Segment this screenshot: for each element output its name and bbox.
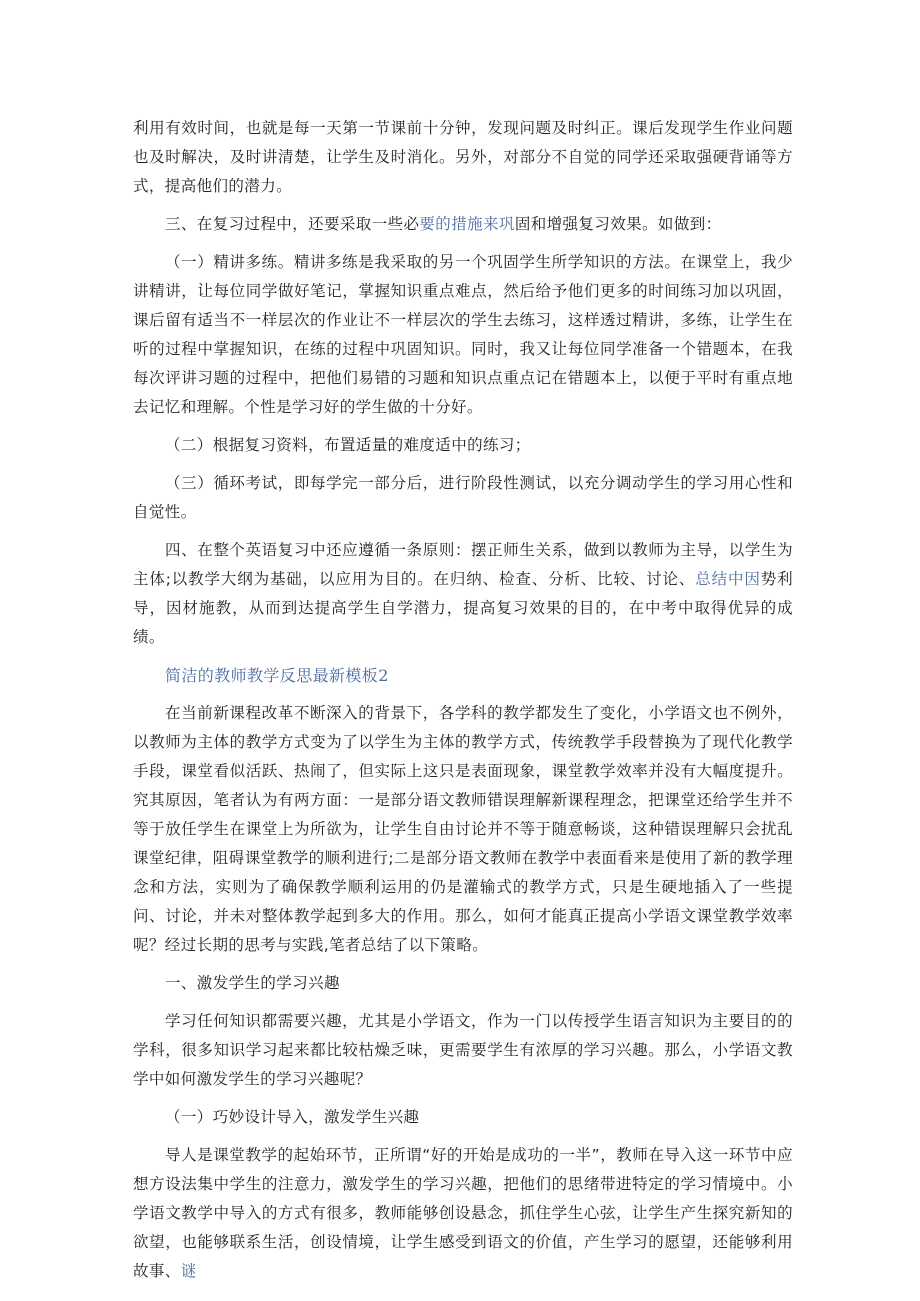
paragraph-6-text-b: 势利导，因材施教，从而到达提高学生自学潜力，提高复习效果的目的，在中考中取得优异的成绩。 [133,570,793,646]
paragraph-2 [133,210,793,239]
paragraph-7: 在当前新课程改革不断深入的背景下，各学科的教学都发生了变化，小学语文也不例外，以教师为主体的教学方式变为了以学生为主体的教学方式，传统教学手段替换为了现代化教学手段，课堂看似活跃、热闹了，但实际上这只是表面现象，课堂教学效率并没有大幅度提升。究其原因，笔者认为有两方面：一是部分语文教师错误理解新课程理念，把课堂还给学生并不等于放任学生在课堂上为所欲为，让学生自由讨论并不等于随意畅谈，这种错误理解只会扰乱课堂纪律，阻碍课堂教学的顺利进行;二是部分语文教师在教学中表面看来是使用了新的教学理念和方法，实则为了确保教学顺利运用的仍是灌输式的教学方式，只是生硬地插入了一些提问、讨论，并未对整体教学起到多大的作用。那么，如何才能真正提高小学语文课堂教学效率呢？经过长期的思考与实践,笔者总结了以下策略。 [133,704,793,954]
paragraph-2-text-a: 三、在复习过程中，还要采取一些必 [165,215,420,233]
paragraph-1: 利用有效时间，也就是每一天第一节课前十分钟，发现问题及时纠正。课后发现学生作业问题也及时解决，及时讲清楚，让学生及时消化。另外，对部分不自觉的同学还采取强硬背诵等方式，提高他们的潜力。 [133,119,793,195]
paragraph-4: （二）根据复习资料，布置适量的难度适中的练习； [165,436,531,454]
paragraph-6 [133,536,793,652]
paragraph-11-link[interactable]: 谜 [180,1262,197,1280]
paragraph-2-text-b: 固和增强复习效果。如做到： [514,215,722,233]
paragraph-10: （一）巧妙设计导入，激发学生兴趣 [165,1108,420,1126]
paragraph-3: （一）精讲多练。精讲多练是我采取的另一个巩固学生所学知识的方法。在课堂上，我少讲精讲，让每位同学做好笔记，掌握知识重点难点，然后给予他们更多的时间练习加以巩固，课后留有适当不一样层次的作业让不一样层次的学生去练习，这样透过精讲，多练，让学生在听的过程中掌握知识，在练的过程中巩固知识。同时，我又让每位同学准备一个错题本，在我每次评讲习题的过程中，把他们易错的习题和知识点重点记在错题本上，以便于平时有重点地去记忆和理解。个性是学习好的学生做的十分好。 [133,253,793,416]
document-page [133,114,793,1295]
paragraph-8: 一、激发学生的学习兴趣 [165,974,340,992]
paragraph-11-text: 导人是课堂教学的起始环节，正所谓“好的开始是成功的一半”，教师在导入这一环节中应想方设法集中学生的注意力，激发学生的学习兴趣，把他们的思绪带进特定的学习情境中。小学语文教学中导入的方式有很多，教师能够创设悬念，抓住学生心弦，让学生产生探究新知的欲望，也能够联系生活，创设情境，让学生感受到语文的价值，产生学习的愿望，还能够利用故事、 [133,1146,793,1280]
paragraph-9: 学习任何知识都需要兴趣，尤其是小学语文，作为一门以传授学生语言知识为主要目的的学科，很多知识学习起来都比较枯燥乏味，更需要学生有浓厚的学习兴趣。那么，小学语文教学中如何激发学生的学习兴趣呢？ [133,1012,793,1088]
paragraph-6-link[interactable]: 总结中因 [695,570,761,588]
paragraph-11 [133,1141,793,1286]
paragraph-5: （三）循环考试，即每学完一部分后，进行阶段性测试，以充分调动学生的学习用心性和自觉性。 [133,474,793,521]
paragraph-2-link[interactable]: 要的措施来巩 [419,215,515,233]
paragraph-6-text-a: 四、在整个英语复习中还应遵循一条原则：摆正师生关系，做到以教师为主导，以学生为主体;以教学大纲为基础，以应用为目的。在归纳、检查、分析、比较、讨论、 [133,541,793,588]
section-heading-link[interactable]: 简洁的教师教学反思最新模板2 [165,666,389,685]
